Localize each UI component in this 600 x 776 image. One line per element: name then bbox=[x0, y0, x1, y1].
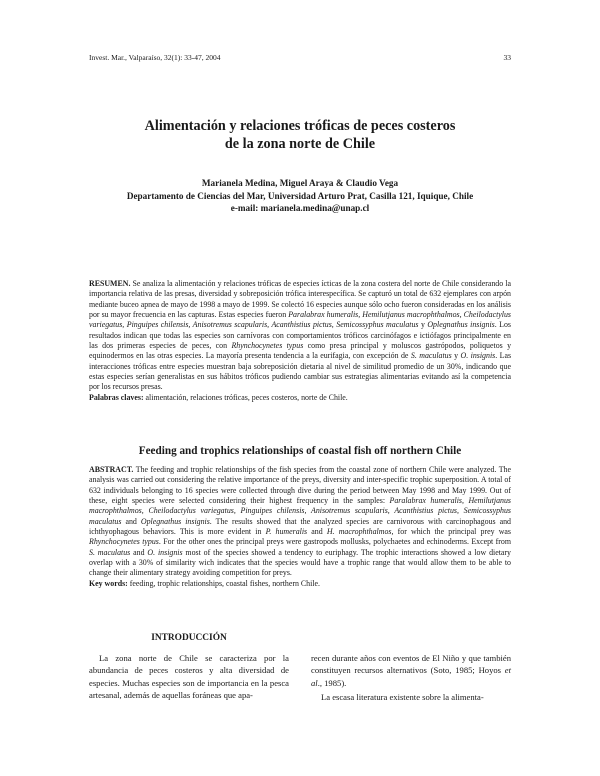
body-paragraph: recen durante años con eventos de El Niño y que también constituyen recursos alternativos (Soto, 1985; Hoyos et al., 1985). bbox=[311, 653, 511, 688]
species-name: Oplegnathus insignis bbox=[427, 320, 495, 330]
resumen-keywords: Palabras claves: alimentación, relaciones tróficas, peces costeros, norte de Chile. bbox=[89, 392, 348, 402]
section-heading-introduction: INTRODUCCIÓN bbox=[151, 633, 227, 643]
journal-citation: Invest. Mar., Valparaíso, 32(1): 33-47, 2004 bbox=[89, 53, 221, 62]
body-column-left bbox=[89, 652, 289, 702]
species-name: S. maculatus bbox=[410, 351, 452, 361]
species-name: Rhynchocynetes typus bbox=[231, 341, 304, 351]
author-block bbox=[89, 177, 511, 215]
body-paragraph: La escasa literatura existente sobre la alimenta- bbox=[321, 692, 484, 703]
body-paragraph: La zona norte de Chile se caracteriza por la abundancia de peces costeros y alta diversidad de especies. Muchas especies son de importancia en la pesca artesanal, además de aquellas foráneas que apa- bbox=[89, 653, 289, 701]
resumen-text: RESUMEN. Se analiza la alimentación y relaciones tróficas de especies ícticas de la zona costera del norte de Chile considerando la importancia relativa de las presas, diversidad y sobreposición trófica interespecífica. Se capturó un total de 632 ejemplares con arpón mediante buceo apnea de mayo de 1998 a mayo de 1999. Se colectó 16 especies aunque sólo ocho fueron consideradas en los análisis por su mayor frecuencia en las capturas. Estas especies fueron Paralabrax humeralis, Hemilutjanus macrophthalmos, Cheilodactylus variegatus, Pinguipes chilensis, Anisotremus scapularis, Acanthistius pictus, Semicossyphus maculatus y Oplegnathus insignis. Los resultados indican que todas las especies son carnívoras con comportamientos tróficos carcinófagos e ictiófagos principalmente en las dos primeras especies de peces, con Rhynchocynetes typus como presa principal y moluscos gastrópodos, poliquetos y equinodermos en las otras especies. La mayoría presenta tendencia a la eurifagia, con excepción de S. maculatus y O. insignis. Las interacciones tróficas entre especies muestran baja sobreposición dietaria al nivel de similitud promedio de un 30%, indicando que estas especies serían generalistas en sus hábitos tróficos pudiendo cambiar sus estrategias alimentarias evitando así la competencia por los recursos presas. bbox=[89, 279, 512, 392]
resumen-block bbox=[89, 279, 511, 403]
abstract-keywords: Key words: feeding, trophic relationships, coastal fishes, northern Chile. bbox=[89, 578, 320, 588]
species-name: S. maculatus bbox=[89, 547, 131, 557]
species-name: P. humeralis bbox=[265, 527, 308, 537]
body-column-right bbox=[311, 652, 511, 704]
author-affiliation: Departamento de Ciencias del Mar, Universidad Arturo Prat, Casilla 121, Iquique, Chile bbox=[126, 190, 474, 201]
species-name: Oplegnathus insignis bbox=[140, 516, 210, 526]
species-name: Rhynchocynetes typus bbox=[89, 537, 159, 547]
abstract-block bbox=[89, 465, 511, 589]
english-title: Feeding and trophics relationships of coastal fish off northern Chile bbox=[138, 445, 462, 457]
author-names: Marianela Medina, Miguel Araya & Claudio Vega bbox=[201, 178, 399, 188]
author-email: e-mail: marianela.medina@unap.cl bbox=[230, 203, 370, 213]
species-name: Paralabrax humeralis, Hemilutjanus macrophthalmos, Cheilodactylus variegatus, Pinguipes chilensis, Anisotremus scapularis, Acanthistius pictus, Semicossyphus maculatus bbox=[89, 310, 511, 330]
title-line-1: Alimentación y relaciones tróficas de peces costeros bbox=[144, 118, 456, 134]
keywords-label: Key words: bbox=[89, 578, 128, 588]
abstract-label: ABSTRACT. bbox=[89, 465, 134, 474]
species-name: O. insignis bbox=[147, 547, 183, 557]
species-name: O. insignis bbox=[460, 351, 496, 361]
keywords-label: Palabras claves: bbox=[89, 392, 144, 402]
species-name: H. macrophthalmos bbox=[326, 527, 392, 537]
page-number: 33 bbox=[503, 53, 511, 62]
species-name: Paralabrax humeralis, Hemilutjanus macrophthalmos, Cheilodactylus variegatus, Pinguipes chilensis, Anisotremus scapularis, Acanthistius pictus, Semicossyphus maculatus bbox=[89, 496, 511, 526]
title-line-2: de la zona norte de Chile bbox=[224, 136, 376, 152]
resumen-label: RESUMEN. bbox=[89, 279, 131, 288]
abstract-text: ABSTRACT. The feeding and trophic relationships of the fish species from the coastal zone of northern Chile were analyzed. The analysis was carried out considering the relative importance of the preys, diversity and inter-specific trophic superposition. A total of 632 individuals belonging to 16 species were collected through dive during the period between May 1998 and May 1999. Out of these, eight species were selected considering their highest frequency in the samples: Paralabrax humeralis, Hemilutjanus macrophthalmos, Cheilodactylus variegatus, Pinguipes chilensis, Anisotremus scapularis, Acanthistius pictus, Semicossyphus maculatus and Oplegnathus insignis. The results showed that the analyzed species are carnivorous with carcinophagous and ichthyophagous behaviors. This is more evident in P. humeralis and H. macrophthalmos, for which the principal prey was Rhynchocynetes typus. For the other ones the principal preys were gastropods mollusks, polychaetes and echinoderms. Except from S. maculatus and O. insignis most of the species showed a tendency to euriphagy. The trophic interactions showed a low dietary overlap with a 30% of similarity wich indicates that the species would have a trophic range that would allow them to be able to change their alimentary strategy avoiding competition for preys. bbox=[89, 465, 512, 578]
article-title bbox=[89, 117, 511, 153]
